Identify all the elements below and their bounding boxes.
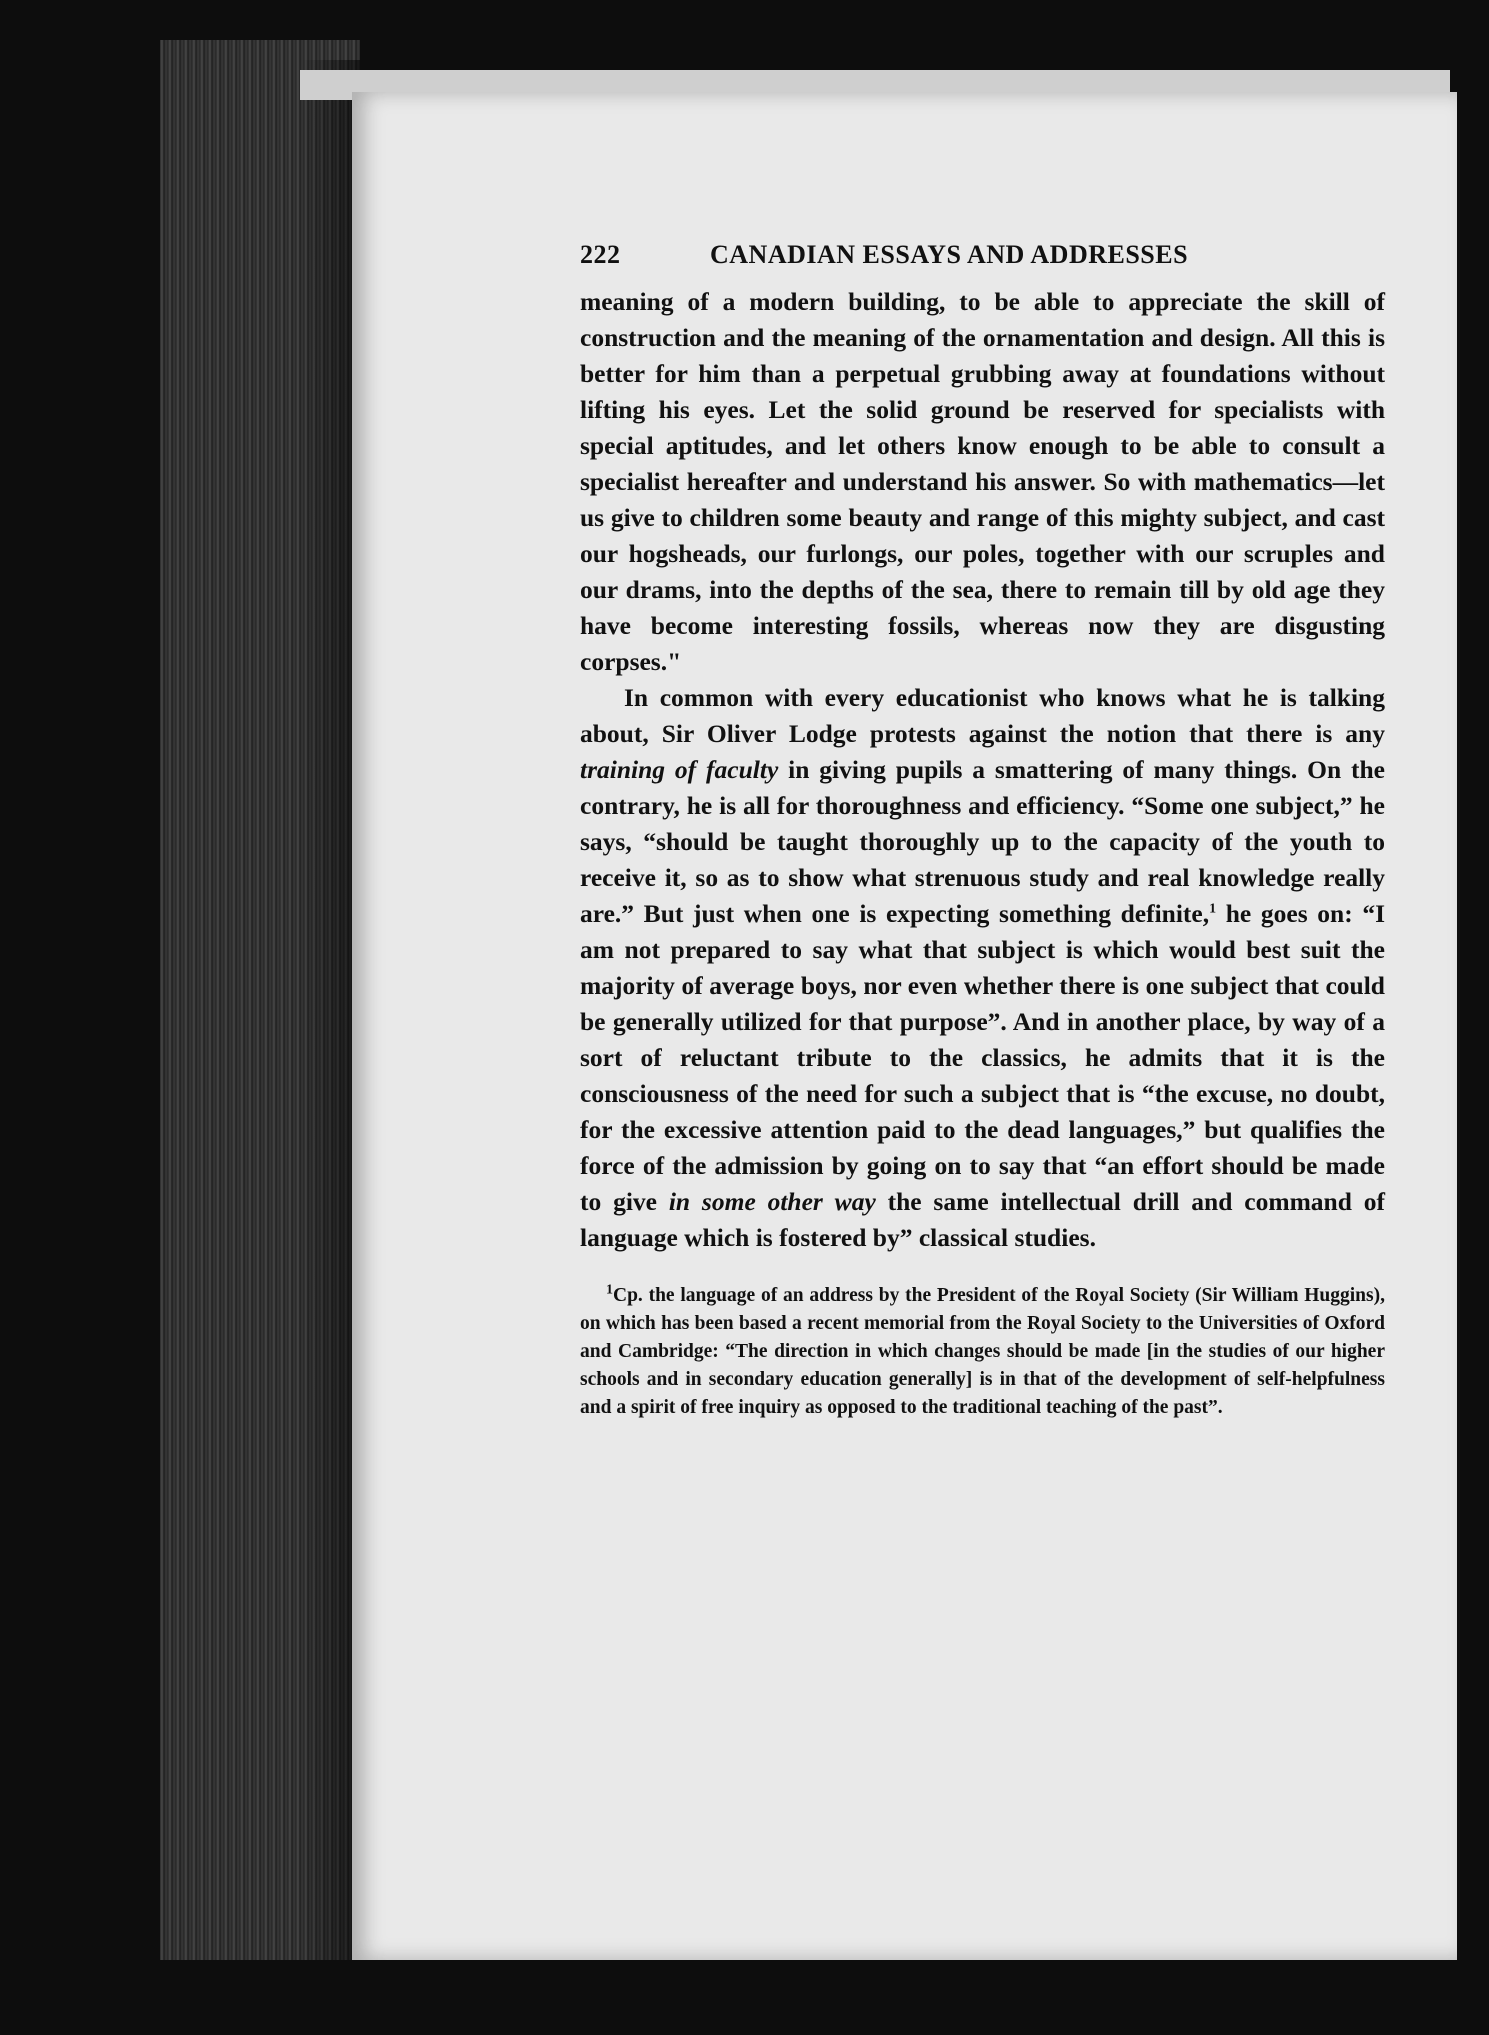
body-paragraph-2 <box>580 680 1385 1256</box>
paragraph-text: in giving pupils a smattering of many things. On the contrary, he is all for thoroughness and efficiency. “Some one subject,” he says, “should be taught thoroughly up to the capacity of the youth to receive it, so as to show what strenuous study and real knowledge really are.” But just when one is expecting something definite, <box>580 755 1385 928</box>
italic-phrase-in-some-other-way: in some other way <box>668 1187 876 1216</box>
paragraph-text: he goes on: “I am not prepared to say what that subject is which would best suit the majority of average boys, nor even whether there is one subject that could be generally utilized for that purpose”. And in another place, by way of a sort of reluctant tribute to the classics, he admits that it is the consciousness of the need for such a subject that is “the excuse, no doubt, for the excessive attention paid to the dead languages,” but qualifies the force of the admission by going on to say that “an effort should be made to give <box>580 899 1385 1216</box>
text-block <box>580 240 1385 1442</box>
footnote-marker: 1 <box>606 1282 613 1298</box>
running-title: CANADIAN ESSAYS AND ADDRESSES <box>710 240 1189 269</box>
paragraph-text: the same intellectual drill and command of language which is fostered by” classical studies. <box>580 1187 1385 1252</box>
body-paragraph-1: meaning of a modern building, to be able to appreciate the skill of construction and the meaning of the ornamentation and design. All this is better for him than a perpetual grubbing away at foundations without lifting his eyes. Let the solid ground be reserved for specialists with special aptitudes, and let others know enough to be able to consult a specialist hereafter and understand his answer. So with mathematics—let us give to children some beauty and range of this mighty subject, and cast our hogsheads, our furlongs, our poles, together with our scruples and our drams, into the depths of the sea, there to remain till by old age they have become interesting fossils, whereas now they are disgusting corpses." <box>580 287 1385 676</box>
footnote-text: Cp. the language of an address by the President of the Royal Society (Sir William Huggins), on which has been based a recent memorial from the Royal Society to the Universities of Oxford and Cambridge: “The direction in which changes should be made [in the studies of our higher schools and in secondary education generally] is in that of the development of self-helpfulness and a spirit of free inquiry as opposed to the traditional teaching of the past”. <box>580 1285 1385 1418</box>
page-number: 222 <box>580 240 621 269</box>
paragraph-text: In common with every educationist who knows what he is talking about, Sir Oliver Lodge protests against the notion that there is any <box>580 683 1385 748</box>
footnote-reference: 1 <box>1209 901 1217 917</box>
gutter-shadow <box>300 60 360 1960</box>
italic-phrase-training-of-faculty: training of faculty <box>580 755 779 784</box>
footnote <box>580 1282 1385 1422</box>
running-head <box>580 240 1385 270</box>
